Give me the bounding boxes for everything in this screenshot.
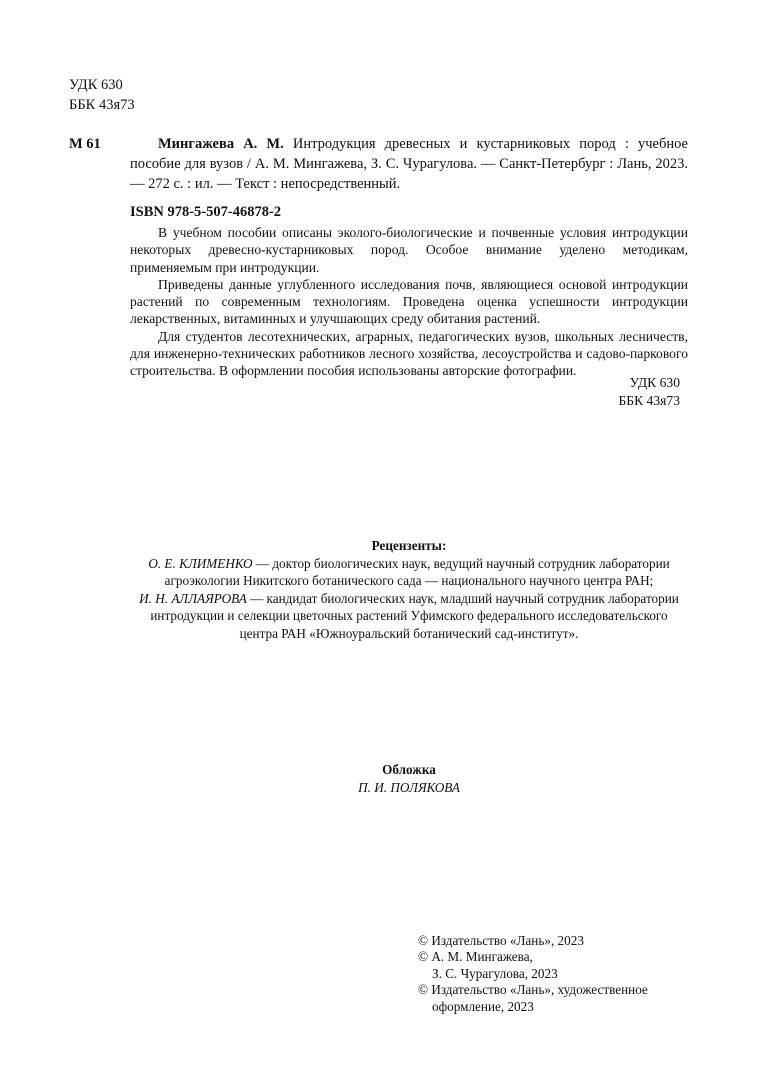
copyright-line: © А. М. Мингажева, xyxy=(418,949,533,965)
record-author: Мингажева А. М. xyxy=(158,136,284,152)
copyright-line: З. С. Чурагулова, 2023 xyxy=(432,965,558,981)
reviewer-name: О. Е. КЛИМЕНКО xyxy=(148,555,253,571)
cover-heading: Обложка xyxy=(382,762,436,777)
annotation-udk: УДК 630 xyxy=(629,375,680,390)
udk-code: УДК 630 xyxy=(69,77,123,93)
annotation-paragraph: В учебном пособии описаны эколого-биологические и почвенные условия интродукции некоторых древесно-кустарниковых пород. Особое внимание уделено методикам, применяемым при интродукции. xyxy=(130,225,688,275)
record-description: Интродукция древесных и кустарниковых пород : учебное пособие для вузов / А. М. Мингажева, З. С. Чурагулова. — Санкт-Петербург : Лань, 2023. — 272 с. : ил. — Текст : непосредственный. xyxy=(130,136,688,192)
copyright-line: © Издательство «Лань», 2023 xyxy=(418,933,584,948)
reviewer-entry xyxy=(130,590,688,643)
annotation-paragraph: Приведены данные углубленного исследования почв, являющиеся основой интродукции растений по современным технологиям. Проведена оценка успешности интродукции лекарственных, витаминных и улучшающих среду обитания растений. xyxy=(130,276,688,327)
reviewer-name: И. Н. АЛЛАЯРОВА xyxy=(139,590,247,606)
reviewer-entry xyxy=(130,555,688,590)
annotation xyxy=(130,224,688,380)
reviewers-section xyxy=(130,537,688,643)
cover-designer: П. И. ПОЛЯКОВА xyxy=(358,779,460,795)
copyright-line: оформление, 2023 xyxy=(432,998,534,1014)
cover-credit xyxy=(130,761,688,796)
reviewers-heading: Рецензенты: xyxy=(371,538,447,553)
reviewer-credentials: — кандидат биологических наук, младший научный сотрудник лаборатории интродукции и селекции цветочных растений Уфимского федерального исследовательского центра РАН «Южноуральский ботанический сад-институт». xyxy=(150,590,679,641)
annotation-paragraph: Для студентов лесотехнических, аграрных, педагогических вузов, школьных лесничеств, для инженерно-технических работников лесного хозяйства, лесоустройства и садово-паркового строительства. В оформлении пособия использованы авторские фотографии. xyxy=(130,328,688,379)
bbk-code: ББК 43я73 xyxy=(69,97,135,113)
classification-codes xyxy=(69,75,135,115)
annotation-codes xyxy=(580,374,680,410)
reviewer-credentials: — доктор биологических наук, ведущий научный сотрудник лаборатории агроэкологии Никитского ботанического сада — национального научного центра РАН; xyxy=(164,555,670,589)
annotation-bbk: ББК 43я73 xyxy=(618,393,680,408)
author-mark: М 61 xyxy=(69,136,101,152)
copyright-block xyxy=(418,933,648,1015)
isbn: ISBN 978-5-507-46878-2 xyxy=(130,204,282,220)
copyright-line: © Издательство «Лань», художественное xyxy=(418,982,648,998)
bibliographic-record xyxy=(130,134,688,194)
